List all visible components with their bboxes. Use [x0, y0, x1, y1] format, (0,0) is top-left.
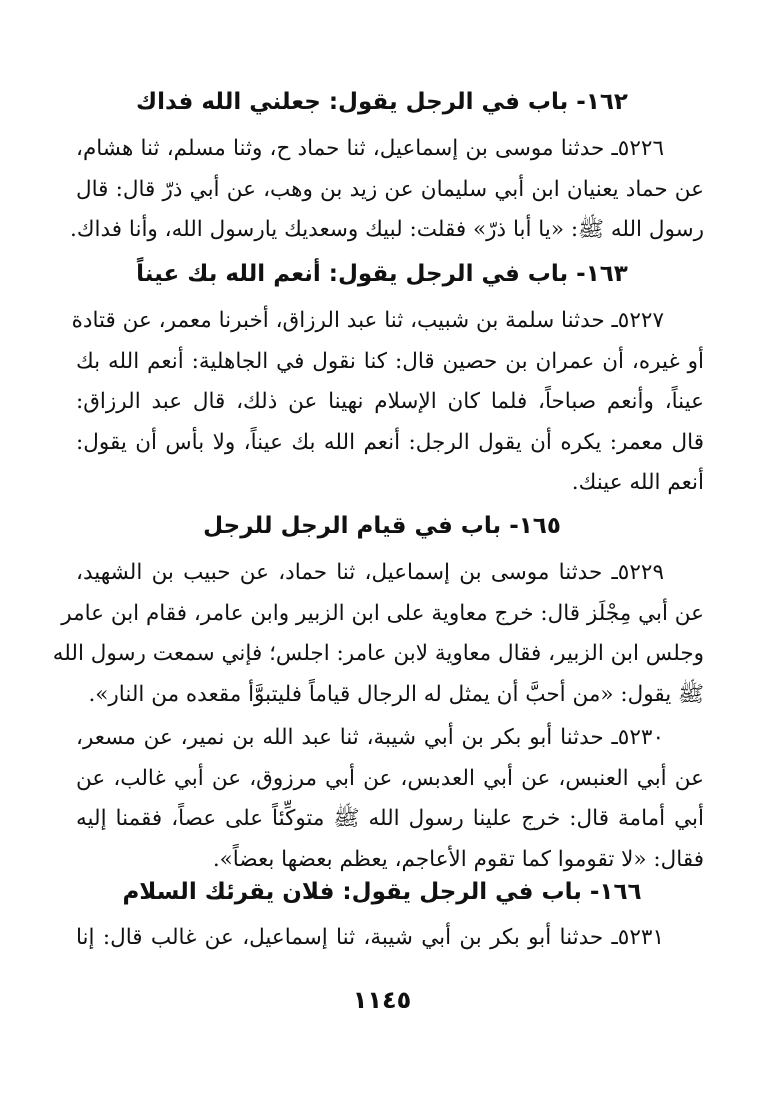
hadith-line: عن أبي مِجْلَز قال: خرج معاوية على ابن الزبير وابن عامر، فقام ابن عامر: [61, 600, 704, 626]
chapter-heading-163: ١٦٣- باب في الرجل يقول: أنعم الله بك عيناً: [136, 261, 628, 287]
chapter-heading-166: ١٦٦- باب في الرجل يقول: فلان يقرئك السلام: [122, 879, 642, 905]
hadith-line: فقال: «لا تقوموا كما تقوم الأعاجم، يعظم بعضها بعضاً».: [212, 846, 704, 872]
hadith-line: عن حماد يعنيان ابن أبي سليمان عن زيد بن وهب، عن أبي ذرّ قال: قال: [76, 176, 704, 202]
hadith-5226: [69, 129, 704, 251]
hadith-line: ٥٢٢٧ـ حدثنا سلمة بن شبيب، ثنا عبد الرزاق، أخبرنا معمر، عن قتادة: [71, 308, 664, 333]
hadith-5231: [76, 918, 704, 959]
hadith-5227: [71, 301, 704, 504]
hadith-line: وجلس ابن الزبير، فقال معاوية لابن عامر: اجلس؛ فإني سمعت رسول الله: [52, 641, 704, 666]
chapter-heading-162: ١٦٢- باب في الرجل يقول: جعلني الله فداك: [136, 89, 628, 115]
hadith-line: رسول الله ﷺ: «يا أبا ذرّ» فقلت: لبيك وسعديك يارسول الله، وأنا فداك.: [69, 217, 704, 242]
hadith-5230: [76, 718, 704, 880]
hadith-line: ٥٢٣١ـ حدثنا أبو بكر بن أبي شيبة، ثنا إسماعيل، عن غالب قال: إنا: [76, 925, 664, 950]
hadith-5229: [52, 553, 704, 715]
hadith-line: ﷺ يقول: «من أحبَّ أن يمثل له الرجال قياماً فليتبوَّأ مقعده من النار».: [88, 681, 704, 707]
hadith-line: قال معمر: يكره أن يقول الرجل: أنعم الله بك عيناً، ولا بأس أن يقول:: [76, 429, 704, 455]
hadith-line: أنعم الله عينك.: [571, 470, 704, 495]
hadith-line: ٥٢٢٦ـ حدثنا موسى بن إسماعيل، ثنا حماد ح، وثنا مسلم، ثنا هشام،: [76, 136, 664, 161]
chapter-heading-165: ١٦٥- باب في قيام الرجل للرجل: [203, 513, 561, 539]
hadith-line: عن أبي العنبس، عن أبي العدبس، عن أبي مرزوق، عن أبي غالب، عن: [76, 765, 704, 791]
hadith-line: ٥٢٢٩ـ حدثنا موسى بن إسماعيل، ثنا حماد، عن حبيب بن الشهيد،: [76, 560, 664, 585]
hadith-line: ٥٢٣٠ـ حدثنا أبو بكر بن أبي شيبة، ثنا عبد الله بن نمير، عن مسعر،: [76, 725, 664, 750]
hadith-line: أو غيره، أن عمران بن حصين قال: كنا نقول في الجاهلية: أنعم الله بك: [76, 348, 704, 374]
hadith-line: عيناً، وأنعم صباحاً، فلما كان الإسلام نهينا عن ذلك، قال عبد الرزاق:: [76, 389, 704, 414]
page-number: ١١٤٥: [352, 986, 412, 1014]
hadith-line: أبي أمامة قال: خرج علينا رسول الله ﷺ متوكِّئاً على عصاً، فقمنا إليه: [76, 806, 704, 831]
